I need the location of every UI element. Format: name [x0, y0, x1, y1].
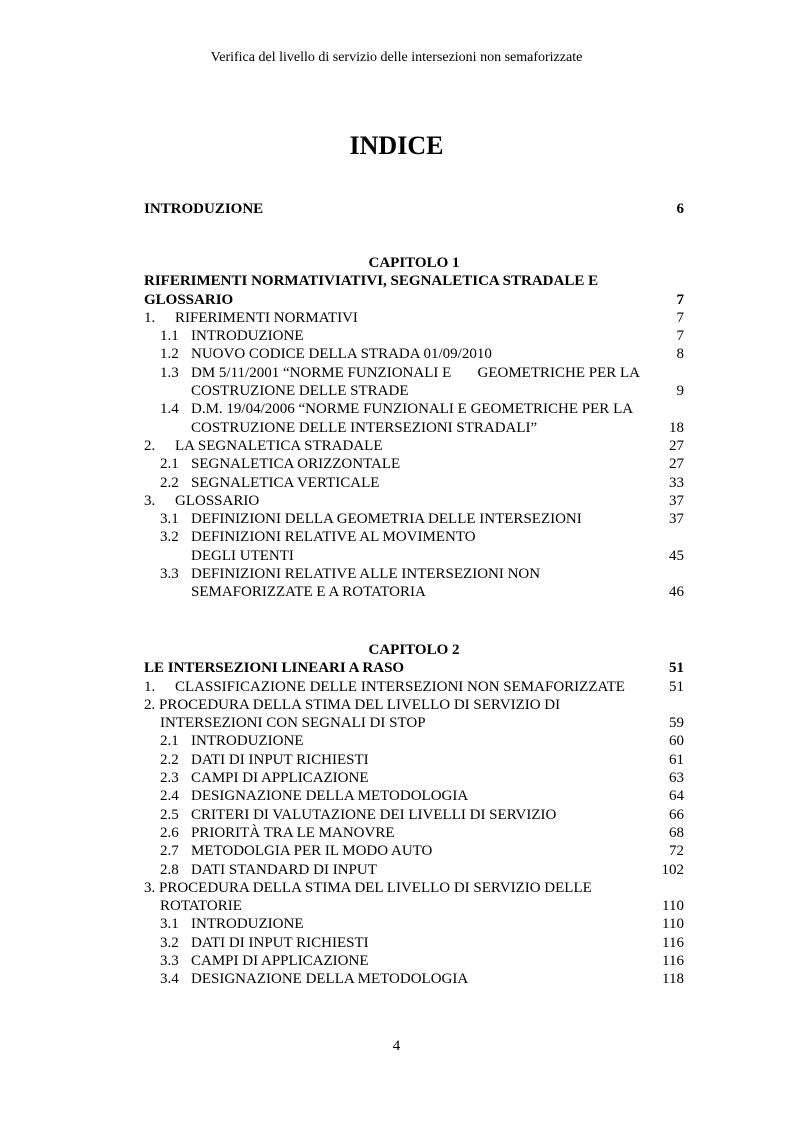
toc-entry-label: D.M. 19/04/2006 “NORME FUNZIONALI E GEOMETRICHE PER LA	[191, 401, 634, 418]
toc-entry-number: 3.1	[160, 916, 179, 933]
chapter-heading: CAPITOLO 2	[368, 642, 460, 658]
toc-entry-number: 2.1	[160, 733, 179, 750]
toc-entry-label: METODOLGIA PER IL MODO AUTO	[191, 843, 433, 860]
toc-entry-page: 51	[669, 660, 684, 677]
toc-entry-number: 3.3	[160, 566, 179, 583]
toc-entry-page: 27	[669, 456, 684, 473]
toc-entry-number: 1.1	[160, 328, 179, 345]
toc-entry[interactable]	[144, 364, 684, 382]
toc-entry-cont[interactable]	[144, 382, 684, 400]
toc-entry[interactable]	[144, 824, 684, 842]
toc-entry[interactable]	[144, 732, 684, 750]
toc-entry-number: 2.2	[160, 751, 179, 768]
toc-entry-page: 72	[669, 843, 684, 860]
toc-entry[interactable]	[144, 842, 684, 860]
toc-entry-label: INTRODUZIONE	[191, 733, 304, 750]
toc-entry-label: COSTRUZIONE DELLE STRADE	[191, 383, 409, 400]
toc-entry-label: LA SEGNALETICA STRADALE	[175, 437, 383, 454]
toc-entry-page: 63	[669, 770, 684, 787]
toc-entry-number: 2.4	[160, 788, 179, 805]
toc-entry-label: ROTATORIE	[160, 898, 242, 915]
toc-entry-label: DM 5/11/2001 “NORME FUNZIONALI E GEOMETRICHE PER LA	[191, 364, 641, 381]
toc-entry[interactable]	[144, 915, 684, 933]
toc-entry[interactable]	[144, 678, 684, 696]
toc-entry-label: DATI DI INPUT RICHIESTI	[191, 751, 369, 768]
chapter-heading: CAPITOLO 1	[368, 255, 460, 271]
toc-entry-page: 7	[676, 291, 684, 308]
toc-entry-label: GLOSSARIO	[144, 291, 234, 308]
toc-entry-page: 27	[669, 437, 684, 454]
toc-entry-label: DATI STANDARD DI INPUT	[191, 861, 377, 878]
toc-entry-label: 2. PROCEDURA DELLA STIMA DEL LIVELLO DI SERVIZIO DI	[144, 696, 561, 713]
toc-entry-page: 118	[662, 971, 684, 988]
toc-entry-label: NUOVO CODICE DELLA STRADA 01/09/2010	[191, 346, 492, 363]
toc-entry[interactable]	[144, 565, 684, 583]
toc-entry-page: 37	[669, 511, 684, 528]
toc-entry-page: 8	[676, 346, 684, 363]
toc-entry-page: 51	[669, 678, 684, 695]
toc-entry[interactable]	[144, 787, 684, 805]
page-title: INDICE	[349, 131, 444, 160]
toc-entry-number: 1.2	[160, 346, 179, 363]
toc-entry-number: 1.3	[160, 364, 179, 381]
toc-entry[interactable]	[144, 806, 684, 824]
toc-entry-number: 2.5	[160, 806, 179, 823]
toc-entry-number: 2.6	[160, 824, 179, 841]
toc-entry[interactable]	[144, 934, 684, 952]
toc-entry-number: 3.3	[160, 953, 179, 970]
toc-entry-label: SEGNALETICA VERTICALE	[191, 474, 380, 491]
toc-entry-label: CLASSIFICAZIONE DELLE INTERSEZIONI NON SEMAFORIZZATE	[175, 678, 625, 695]
toc-entry-label: RIFERIMENTI NORMATIVI	[175, 309, 358, 326]
toc-entry-number: 2.7	[160, 843, 179, 860]
toc-entry[interactable]	[144, 492, 684, 510]
toc-entry-page: 46	[669, 584, 684, 601]
toc-entry-number: 2.3	[160, 770, 179, 787]
chapter-title[interactable]	[144, 272, 684, 290]
toc-entry-label: INTRODUZIONE	[191, 328, 304, 345]
toc-entry-number: 1.	[144, 309, 156, 326]
toc-chapter-1	[144, 254, 684, 602]
toc-entry-number: 3.2	[160, 529, 179, 546]
toc-entry-label: INTRODUZIONE	[144, 201, 264, 217]
toc-entry-cont[interactable]	[144, 547, 684, 565]
toc-entry-page: 68	[669, 824, 684, 841]
toc-entry-label: DEFINIZIONI RELATIVE ALLE INTERSEZIONI NON	[191, 566, 541, 583]
toc-entry-number: 2.1	[160, 456, 179, 473]
toc-entry-label: CAMPI DI APPLICAZIONE	[191, 953, 369, 970]
toc-entry[interactable]	[144, 528, 684, 546]
running-header: Verifica del livello di servizio delle intersezioni non semaforizzate	[210, 50, 583, 65]
toc-entry-page: 6	[676, 201, 684, 217]
toc-entry-page: 116	[662, 934, 684, 951]
toc-entry-number: 2.2	[160, 474, 179, 491]
toc-entry-page: 7	[676, 328, 684, 345]
toc-entry[interactable]	[144, 696, 684, 714]
toc-entry-page: 66	[669, 806, 684, 823]
toc-entry-number: 3.2	[160, 934, 179, 951]
toc-entry-label: PRIORITÀ TRA LE MANOVRE	[191, 824, 395, 841]
toc-entry[interactable]	[144, 437, 684, 455]
toc-entry-page: 45	[669, 547, 684, 564]
chapter-title-cont[interactable]	[144, 291, 684, 309]
toc-entry-label: DESIGNAZIONE DELLA METODOLOGIA	[191, 971, 469, 988]
toc-entry-page: 116	[662, 953, 684, 970]
toc-entry-page: 60	[669, 733, 684, 750]
toc-entry-page: 110	[662, 916, 684, 933]
toc-entry[interactable]	[144, 345, 684, 363]
toc-entry-label: CRITERI DI VALUTAZIONE DEI LIVELLI DI SERVIZIO	[191, 806, 557, 823]
toc-entry[interactable]	[144, 769, 684, 787]
toc-entry-page: 37	[669, 492, 684, 509]
toc-entry-number: 3.	[144, 492, 156, 509]
toc-entry-page: 61	[669, 751, 684, 768]
toc-entry[interactable]	[144, 952, 684, 970]
toc-entry-page: 18	[669, 419, 684, 436]
toc-entry-number: 2.8	[160, 861, 179, 878]
toc-entry[interactable]	[144, 200, 684, 218]
toc-entry-page: 59	[669, 715, 684, 732]
toc-entry[interactable]	[144, 327, 684, 345]
toc-entry-label: SEGNALETICA ORIZZONTALE	[191, 456, 401, 473]
toc-intro	[144, 200, 684, 218]
toc-entry-cont[interactable]	[144, 419, 684, 437]
toc-entry-number: 1.4	[160, 401, 179, 418]
toc-entry[interactable]	[144, 309, 684, 327]
toc-entry-label: COSTRUZIONE DELLE INTERSEZIONI STRADALI”	[191, 419, 538, 436]
toc-entry-label: DEFINIZIONI RELATIVE AL MOVIMENTO	[191, 529, 476, 546]
page-number: 4	[392, 1038, 401, 1054]
toc-entry-cont[interactable]	[144, 897, 684, 915]
toc-entry-page: 7	[676, 309, 684, 326]
toc-chapter-2	[144, 641, 684, 989]
toc-entry-label: SEMAFORIZZATE E A ROTATORIA	[191, 584, 426, 601]
toc-entry-page: 64	[669, 788, 684, 805]
toc-entry[interactable]	[144, 970, 684, 988]
toc-entry[interactable]	[144, 861, 684, 879]
toc-entry-page: 102	[661, 861, 684, 878]
toc-entry-label: DATI DI INPUT RICHIESTI	[191, 934, 369, 951]
toc-entry-label: RIFERIMENTI NORMATIVIATIVI, SEGNALETICA STRADALE E	[144, 273, 599, 290]
toc-entry-label: DEFINIZIONI DELLA GEOMETRIA DELLE INTERSEZIONI	[191, 511, 582, 528]
toc-entry-label: GLOSSARIO	[175, 492, 260, 509]
toc-entry-label: 3. PROCEDURA DELLA STIMA DEL LIVELLO DI SERVIZIO DELLE	[144, 879, 592, 896]
toc-entry-number: 3.4	[160, 971, 179, 988]
toc-entry-number: 2.	[144, 437, 156, 454]
toc-entry-cont[interactable]	[144, 583, 684, 601]
toc-entry[interactable]	[144, 510, 684, 528]
toc-entry-number: 1.	[144, 678, 156, 695]
toc-entry-label: CAMPI DI APPLICAZIONE	[191, 770, 369, 787]
toc-entry[interactable]	[144, 474, 684, 492]
toc-entry-page: 9	[676, 383, 684, 400]
toc-entry[interactable]	[144, 400, 684, 418]
toc-entry[interactable]	[144, 751, 684, 769]
toc-entry[interactable]	[144, 455, 684, 473]
toc-entry-number: 3.1	[160, 511, 179, 528]
toc-entry-cont[interactable]	[144, 714, 684, 732]
toc-entry-label: DEGLI UTENTI	[191, 547, 294, 564]
toc-entry-page: 33	[669, 474, 684, 491]
toc-entry[interactable]	[144, 879, 684, 897]
toc-entry-label: INTERSEZIONI CON SEGNALI DI STOP	[160, 715, 426, 732]
toc-entry-page: 110	[662, 898, 684, 915]
toc-entry-label: DESIGNAZIONE DELLA METODOLOGIA	[191, 788, 469, 805]
toc-entry-label: INTRODUZIONE	[191, 916, 304, 933]
toc-entry-label: LE INTERSEZIONI LINEARI A RASO	[144, 660, 405, 677]
chapter-title[interactable]	[144, 659, 684, 677]
